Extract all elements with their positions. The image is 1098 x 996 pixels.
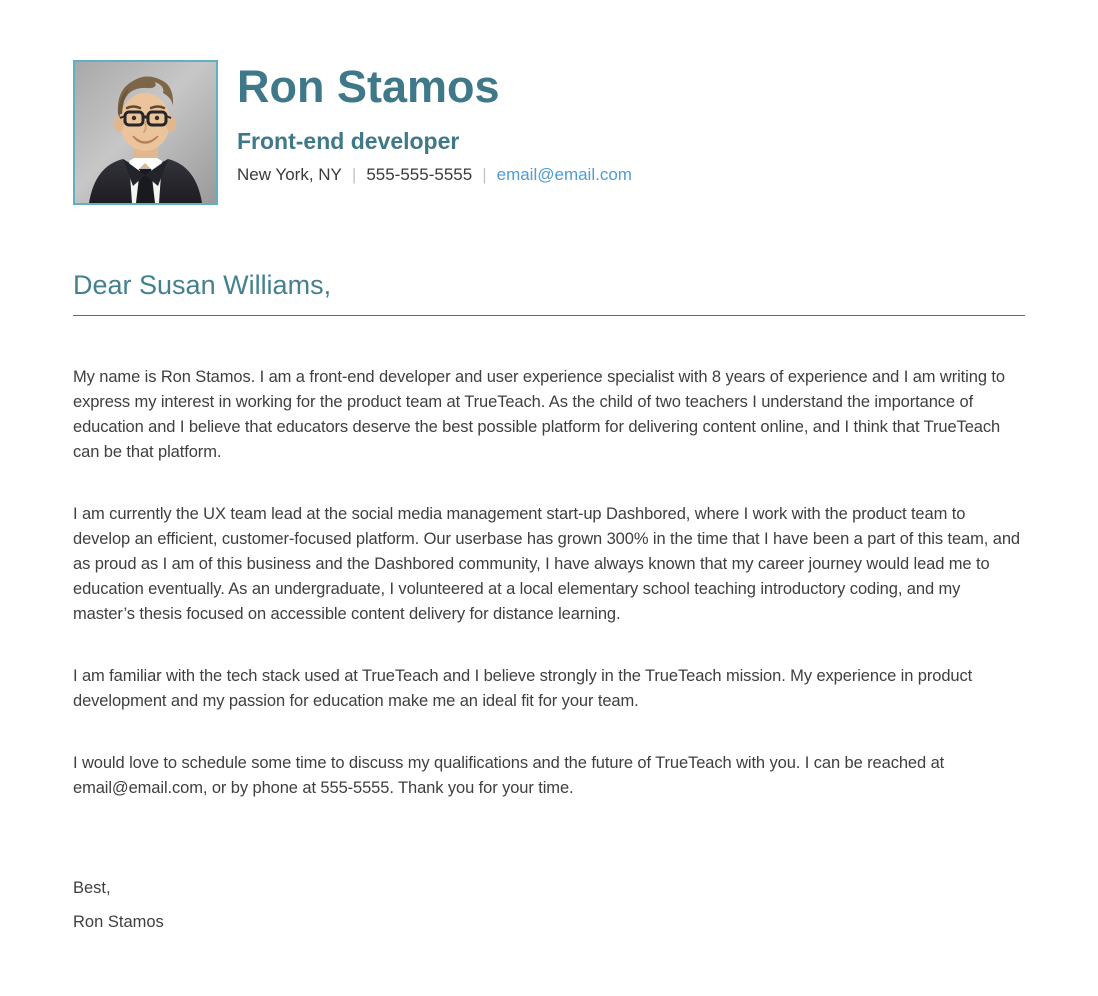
letter-paragraph: I am familiar with the tech stack used at TrueTeach and I believe strongly in the TrueTeach mission. My experience in product development and my passion for education make me an ideal fit for your team. [73, 666, 973, 710]
greeting-block [73, 269, 1025, 316]
contact-email-link[interactable]: email@email.com [496, 164, 632, 184]
letter-body [73, 365, 1026, 801]
person-name: Ron Stamos [237, 61, 500, 112]
letter-header [73, 60, 1025, 205]
job-title: Front-end developer [237, 127, 460, 154]
letter-paragraph: My name is Ron Stamos. I am a front-end developer and user experience specialist with 8 years of experience and I am writing to express my interest in working for the product team at TrueTeach. As the child of two teachers I understand the importance of education and I believe that educators deserve the best possible platform for delivering content online, and I think that TrueTeach can be that platform. [73, 367, 1005, 461]
contact-location: New York, NY [237, 164, 342, 184]
letter-paragraph: I am currently the UX team lead at the social media management start-up Dashbored, where I work with the product team to develop an efficient, customer-focused platform. Our userbase has grown 300% in the time that I have been a part of this team, and as proud as I am of this business and the Dashbored community, I have always known that my career journey would lead me to education eventually. As an undergraduate, I volunteered at a local elementary school teaching introductory coding, and my master’s thesis focused on accessible content delivery for distance learning. [73, 504, 1020, 623]
header-identity [218, 60, 632, 185]
headshot-illustration [75, 62, 216, 203]
closing-text: Best, [73, 878, 111, 897]
contact-phone: 555-555-5555 [366, 164, 473, 184]
profile-photo [73, 60, 218, 205]
contact-line [237, 165, 632, 185]
contact-separator: | [482, 164, 487, 184]
greeting-text: Dear Susan Williams, [73, 270, 332, 300]
greeting-divider [73, 315, 1025, 316]
signature-name: Ron Stamos [73, 912, 164, 931]
contact-separator: | [351, 164, 357, 184]
letter-paragraph: I would love to schedule some time to discuss my qualifications and the future of TrueTeach with you. I can be reached at email@email.com, or by phone at 555-5555. Thank you for your time. [73, 753, 945, 797]
